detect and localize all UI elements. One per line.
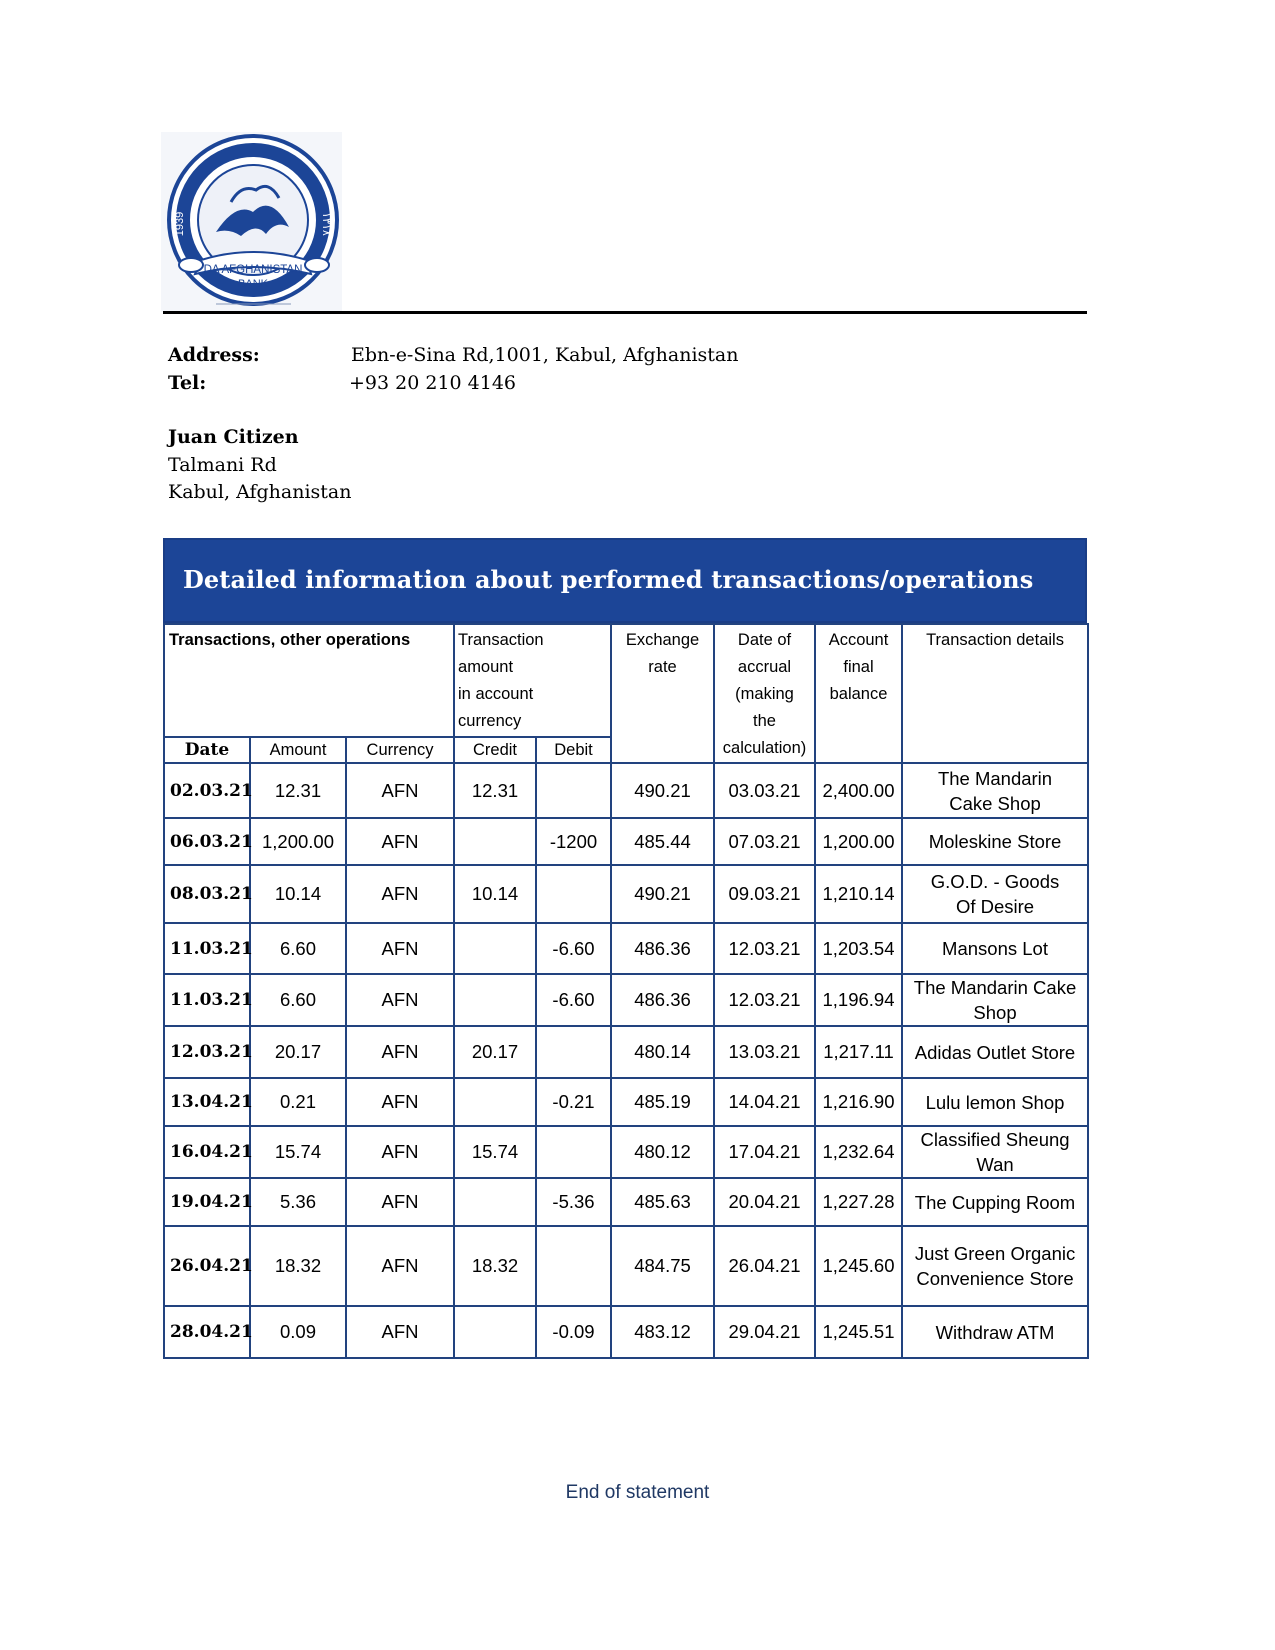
row-debit: -0.21: [536, 1078, 611, 1126]
row-debit: -6.60: [536, 923, 611, 974]
logo-year-right: ۱۳۱۸: [320, 212, 333, 236]
row-accrual-date: 20.04.21: [714, 1178, 815, 1226]
table-row: [164, 923, 1088, 974]
table-row: [164, 1026, 1088, 1078]
header-balance-line1: Account: [828, 631, 889, 649]
table-row: [164, 974, 1088, 1026]
row-debit: [536, 1226, 611, 1306]
row-details: [902, 1226, 1088, 1306]
row-date: 08.03.21: [164, 865, 250, 923]
header-amount-line2: amount: [458, 658, 514, 676]
row-debit: -0.09: [536, 1306, 611, 1358]
row-details-line1: Moleskine Store: [928, 831, 1062, 852]
address-value: Ebn-e-Sina Rd,1001, Kabul, Afghanistan: [351, 344, 739, 366]
header-debit: Debit: [536, 737, 611, 763]
row-debit: -6.60: [536, 974, 611, 1026]
row-amount: 0.21: [250, 1078, 346, 1126]
row-currency: AFN: [346, 1026, 454, 1078]
row-details-line1: Classified Sheung: [920, 1129, 1070, 1150]
header-accrual-date: [714, 624, 815, 763]
header-amount-line3: in account: [458, 685, 534, 703]
row-accrual-date: 12.03.21: [714, 974, 815, 1026]
row-details-line2: Convenience Store: [916, 1268, 1074, 1289]
header-credit: Credit: [454, 737, 536, 763]
header-accrual-line3: (making: [735, 685, 794, 703]
row-currency: AFN: [346, 1126, 454, 1178]
row-amount: 10.14: [250, 865, 346, 923]
table-row: [164, 763, 1088, 818]
row-balance: 1,245.51: [815, 1306, 902, 1358]
table-header-row: [164, 624, 1088, 737]
row-details: [902, 1126, 1088, 1178]
row-details-line2: Wan: [976, 1154, 1014, 1175]
row-credit: [454, 818, 536, 865]
row-accrual-date: 17.04.21: [714, 1126, 815, 1178]
logo-bank-name-line1: DA AFGHANISTAN: [203, 264, 303, 276]
row-credit: 15.74: [454, 1126, 536, 1178]
table-row: [164, 1126, 1088, 1178]
transactions-table: [163, 623, 1089, 1359]
table-row: [164, 1226, 1088, 1306]
row-amount: 15.74: [250, 1126, 346, 1178]
row-details: [902, 865, 1088, 923]
row-currency: AFN: [346, 1306, 454, 1358]
row-balance: 1,203.54: [815, 923, 902, 974]
customer-name: Juan Citizen: [168, 426, 299, 448]
row-debit: [536, 763, 611, 818]
row-credit: 12.31: [454, 763, 536, 818]
header-date: Date: [164, 737, 250, 763]
row-date: 13.04.21: [164, 1078, 250, 1126]
header-accrual-line5: calculation): [722, 739, 807, 757]
row-credit: [454, 923, 536, 974]
row-accrual-date: 09.03.21: [714, 865, 815, 923]
row-debit: -1200: [536, 818, 611, 865]
table-row: [164, 865, 1088, 923]
row-accrual-date: 13.03.21: [714, 1026, 815, 1078]
row-exchange-rate: 485.19: [611, 1078, 714, 1126]
row-credit: 10.14: [454, 865, 536, 923]
logo-year-left: 1939: [174, 211, 186, 237]
row-accrual-date: 07.03.21: [714, 818, 815, 865]
address-row: [168, 344, 260, 366]
header-accrual-line1: Date of: [737, 631, 792, 649]
row-date: 02.03.21: [164, 763, 250, 818]
row-accrual-date: 29.04.21: [714, 1306, 815, 1358]
row-credit: 20.17: [454, 1026, 536, 1078]
row-exchange-rate: 490.21: [611, 865, 714, 923]
row-balance: 1,196.94: [815, 974, 902, 1026]
tel-value: +93 20 210 4146: [349, 372, 517, 394]
row-amount: 20.17: [250, 1026, 346, 1078]
row-date: 11.03.21: [164, 974, 250, 1026]
row-details-line1: The Mandarin Cake: [913, 977, 1077, 998]
row-debit: -5.36: [536, 1178, 611, 1226]
row-balance: 1,216.90: [815, 1078, 902, 1126]
row-currency: AFN: [346, 974, 454, 1026]
bank-seal-icon: [161, 132, 342, 312]
banner-title: Detailed information about performed transactions/operations: [183, 565, 1034, 594]
row-credit: [454, 1078, 536, 1126]
header-amount-line1: Transaction: [458, 631, 544, 649]
row-details: [902, 1306, 1088, 1358]
row-amount: 18.32: [250, 1226, 346, 1306]
row-exchange-rate: 480.12: [611, 1126, 714, 1178]
row-accrual-date: 03.03.21: [714, 763, 815, 818]
header-exchange-rate: [611, 624, 714, 763]
header-balance-line3: balance: [829, 685, 888, 703]
tel-row: [168, 372, 206, 394]
row-credit: [454, 1178, 536, 1226]
row-details-line1: Just Green Organic: [914, 1243, 1076, 1264]
row-exchange-rate: 485.44: [611, 818, 714, 865]
customer-city: Kabul, Afghanistan: [168, 481, 352, 503]
header-transactions-group: Transactions, other operations: [164, 624, 454, 737]
row-amount: 0.09: [250, 1306, 346, 1358]
address-value-wrap: [351, 344, 738, 366]
header-exchange-line2: rate: [648, 658, 677, 676]
row-exchange-rate: 485.63: [611, 1178, 714, 1226]
row-amount: 6.60: [250, 923, 346, 974]
row-balance: 1,227.28: [815, 1178, 902, 1226]
row-details: [902, 818, 1088, 865]
header-transaction-details: Transaction details: [902, 624, 1088, 763]
row-balance: 1,232.64: [815, 1126, 902, 1178]
row-balance: 1,245.60: [815, 1226, 902, 1306]
row-details-line1: Lulu lemon Shop: [925, 1091, 1065, 1113]
row-exchange-rate: 490.21: [611, 763, 714, 818]
row-debit: [536, 1026, 611, 1078]
row-details-line2: Of Desire: [955, 896, 1035, 917]
tel-label: Tel:: [168, 372, 207, 394]
table-row: [164, 1178, 1088, 1226]
row-balance: 1,210.14: [815, 865, 902, 923]
row-currency: AFN: [346, 1078, 454, 1126]
row-date: 06.03.21: [164, 818, 250, 865]
row-details-line1: The Mandarin: [937, 767, 1053, 789]
row-credit: 18.32: [454, 1226, 536, 1306]
tel-value-wrap: [349, 372, 516, 394]
row-debit: [536, 865, 611, 923]
row-date: 12.03.21: [164, 1026, 250, 1078]
row-balance: 1,217.11: [815, 1026, 902, 1078]
row-date: 26.04.21: [164, 1226, 250, 1306]
row-debit: [536, 1126, 611, 1178]
logo-bank-name-line2: BANK: [238, 278, 268, 290]
row-details-line1: Withdraw ATM: [935, 1321, 1055, 1343]
row-date: 16.04.21: [164, 1126, 250, 1178]
customer-street: Talmani Rd: [168, 454, 277, 476]
header-exchange-line1: Exchange: [625, 631, 700, 649]
row-currency: AFN: [346, 923, 454, 974]
row-details: [902, 1078, 1088, 1126]
transactions-banner: [163, 538, 1087, 623]
end-of-statement: End of statement: [565, 1482, 710, 1503]
row-amount: 12.31: [250, 763, 346, 818]
table-row: [164, 1306, 1088, 1358]
header-balance-line2: final: [843, 658, 874, 676]
header-currency: Currency: [346, 737, 454, 763]
row-exchange-rate: 484.75: [611, 1226, 714, 1306]
header-divider: [163, 311, 1087, 314]
row-currency: AFN: [346, 1226, 454, 1306]
row-date: 28.04.21: [164, 1306, 250, 1358]
row-details-line1: G.O.D. - Goods: [930, 871, 1060, 892]
row-details: [902, 923, 1088, 974]
header-amount-group: [454, 624, 611, 737]
transactions-body: [164, 763, 1088, 1358]
header-amount: Amount: [250, 737, 346, 763]
row-accrual-date: 26.04.21: [714, 1226, 815, 1306]
row-balance: 1,200.00: [815, 818, 902, 865]
row-exchange-rate: 486.36: [611, 974, 714, 1026]
row-credit: [454, 974, 536, 1026]
row-details-line1: Mansons Lot: [942, 938, 1048, 959]
row-details-line1: The Cupping Room: [914, 1191, 1076, 1213]
row-exchange-rate: 483.12: [611, 1306, 714, 1358]
table-row: [164, 1078, 1088, 1126]
row-details: [902, 763, 1088, 818]
header-final-balance: [815, 624, 902, 763]
row-balance: 2,400.00: [815, 763, 902, 818]
header-accrual-line2: accrual: [737, 658, 792, 676]
bank-logo: [161, 132, 342, 312]
row-currency: AFN: [346, 818, 454, 865]
row-date: 19.04.21: [164, 1178, 250, 1226]
header-accrual-line4: the: [753, 712, 776, 730]
address-label: Address:: [168, 344, 260, 366]
row-date: 11.03.21: [164, 923, 250, 974]
row-exchange-rate: 480.14: [611, 1026, 714, 1078]
row-details: [902, 1178, 1088, 1226]
row-details: [902, 974, 1088, 1026]
row-currency: AFN: [346, 865, 454, 923]
row-details-line2: Shop: [973, 1002, 1017, 1023]
row-credit: [454, 1306, 536, 1358]
row-details-line1: Adidas Outlet Store: [914, 1041, 1076, 1063]
row-amount: 5.36: [250, 1178, 346, 1226]
row-accrual-date: 12.03.21: [714, 923, 815, 974]
table-row: [164, 818, 1088, 865]
header-amount-line4: currency: [458, 712, 522, 730]
row-exchange-rate: 486.36: [611, 923, 714, 974]
row-currency: AFN: [346, 1178, 454, 1226]
row-amount: 6.60: [250, 974, 346, 1026]
row-accrual-date: 14.04.21: [714, 1078, 815, 1126]
row-details-line2: Cake Shop: [949, 792, 1041, 814]
row-currency: AFN: [346, 763, 454, 818]
row-amount: 1,200.00: [250, 818, 346, 865]
row-details: [902, 1026, 1088, 1078]
